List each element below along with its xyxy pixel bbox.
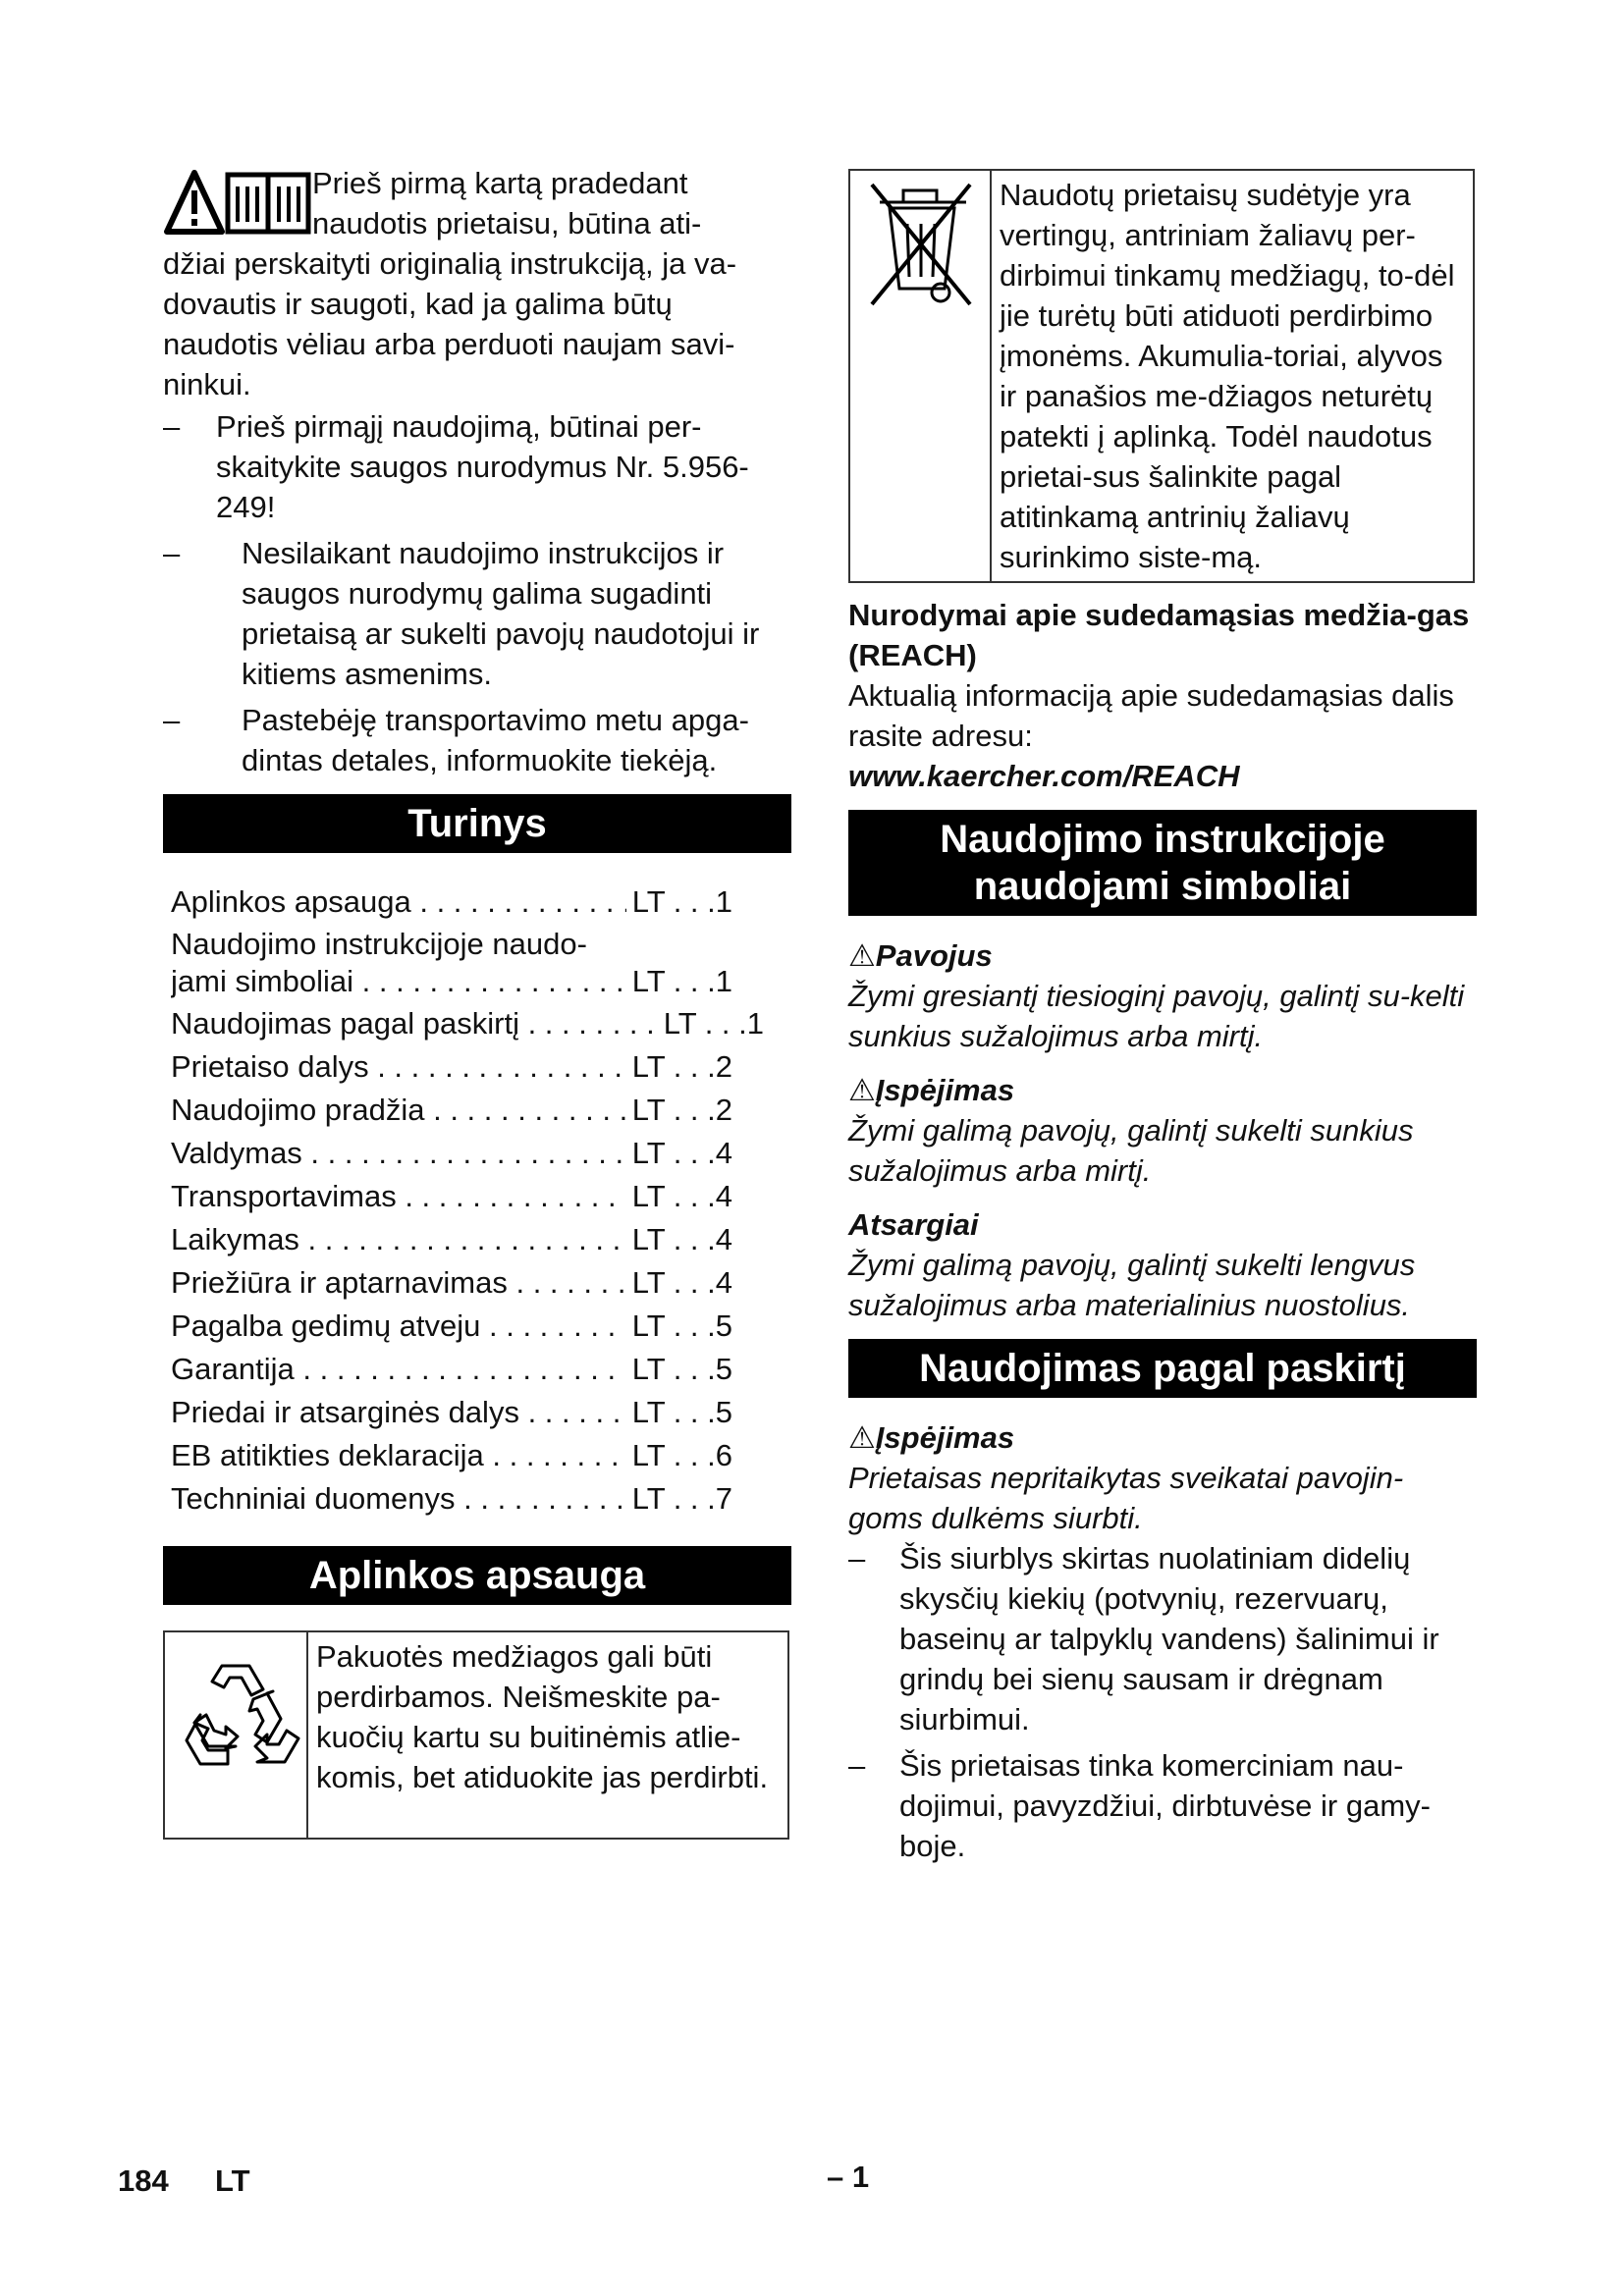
warning-text: Žymi galimą pavojų, galintį sukelti sunkius sužalojimus arba mirtį.: [848, 1113, 1414, 1188]
recycle-icon: [165, 1632, 306, 1833]
toc-item[interactable]: [171, 881, 791, 924]
toc-item[interactable]: [171, 1477, 791, 1521]
intended-use-bullet: [848, 1745, 1477, 1866]
bullet-text: Nesilaikant naudojimo instrukcijos ir saugos nurodymų galima sugadinti prietaisą ar sukelti pavojų naudotojui ir kitiems asmenims.: [242, 536, 760, 691]
warning-label-text: Įspėjimas: [875, 1073, 1015, 1107]
bullet-text: Pastebėję transportavimo metu apga-dintas detales, informuokite tiekėją.: [242, 703, 749, 777]
page-footer-center: – 1: [827, 2160, 870, 2194]
toc-item-page: LT . . .5: [631, 1308, 732, 1343]
bullet-text: Šis siurblys skirtas nuolatiniam didelių skysčių kiekių (potvynių, rezervuarų, baseinų ar talpyklų vandens) šalinimui ir grindų bei sienų sausam ir drėgnam siurbimui.: [899, 1541, 1439, 1736]
intro-lead-line2: naudotis prietaisu, būtina ati-: [312, 206, 702, 240]
toc-item-title: Transportavimas . . .: [171, 1175, 626, 1218]
toc-item-title: Naudojimo pradžia . . .: [171, 1089, 626, 1132]
toc-item-title: Valdymas . . .: [171, 1132, 626, 1175]
toc-item[interactable]: [171, 1002, 791, 1045]
toc-item[interactable]: [171, 1132, 791, 1175]
toc-item-page: LT . . .6: [631, 1438, 732, 1472]
danger-triangle-icon: ⚠: [848, 938, 876, 973]
toc-item-title: Priežiūra ir aptarnavimas . . .: [171, 1261, 626, 1305]
intro-text: džiai perskaityti originalią instrukciją, ja va-dovautis ir saugoti, kad ja galima būtų naudotis vėliau arba perduoti naujam savi-ninkui.: [163, 246, 737, 401]
packaging-text: Pakuotės medžiagos gali būti perdirbamos. Neišmeskite pa-kuočių kartu su buitinėmis atlie-komis, bet atiduokite jas perdirbti.: [316, 1639, 769, 1794]
bullet-dash: –: [163, 703, 181, 737]
warning-triangle-icon: ⚠: [848, 1073, 876, 1107]
bullet-dash: –: [848, 1541, 866, 1575]
toc-item[interactable]: [171, 1391, 791, 1434]
toc-item-page: LT . . .4: [631, 1179, 732, 1213]
intro-bullet: [163, 533, 791, 694]
caution-label: Atsargiai: [848, 1207, 979, 1242]
toc-item[interactable]: [171, 1218, 791, 1261]
toc-item[interactable]: [171, 1305, 791, 1348]
toc-item[interactable]: [171, 1089, 791, 1132]
bullet-dash: –: [163, 536, 181, 570]
intro-bullet: [163, 406, 791, 527]
toc-item-page: LT . . .4: [631, 1222, 732, 1256]
left-column: [163, 163, 791, 1840]
intended-use-warning-label: [848, 1417, 1477, 1458]
toc-item-title: Priedai ir atsarginės dalys . . .: [171, 1391, 626, 1434]
intended-use-banner: Naudojimas pagal paskirtį: [848, 1339, 1477, 1398]
bullet-text: Prieš pirmąjį naudojimą, būtinai per-skaitykite saugos nurodymus Nr. 5.956-249!: [216, 409, 749, 524]
page-footer-left: [118, 2163, 250, 2199]
intro-bullet: [163, 700, 791, 780]
toc-item-title: Techniniai duomenys . . .: [171, 1477, 626, 1521]
recycle-icon-cell: [165, 1632, 308, 1838]
toc-item-title: Laikymas . . .: [171, 1218, 626, 1261]
crossed-bin-icon: [850, 171, 990, 367]
toc-item-page: LT . . .1: [631, 884, 732, 919]
packaging-box: [163, 1630, 789, 1840]
bullet-text: Šis prietaisas tinka komerciniam nau-dojimui, pavyzdžiui, dirbtuvėse ir gamy-boje.: [899, 1748, 1431, 1863]
toc-item-title: Naudojimo instrukcijoje naudo-: [171, 927, 587, 961]
toc-item-page: LT . . .4: [631, 1136, 732, 1170]
toc-item-title: Prietaiso dalys . . .: [171, 1045, 626, 1089]
table-of-contents: [163, 881, 791, 1521]
right-column: [848, 169, 1477, 1866]
intro-icons: [163, 163, 312, 243]
intro-header: [163, 163, 791, 243]
danger-text: Žymi gresiantį tiesioginį pavojų, galintį su-kelti sunkius sužalojimus arba mirtį.: [848, 979, 1465, 1053]
warning-triangle-icon: ⚠: [848, 1420, 876, 1455]
danger-label: [848, 935, 1477, 976]
page-number: 184: [118, 2163, 169, 2198]
toc-item-title: Garantija . . .: [171, 1348, 626, 1391]
reach-heading: Nurodymai apie sudedamąsias medžia-gas (REACH): [848, 598, 1470, 672]
language-code: LT: [214, 2163, 250, 2198]
toc-item[interactable]: [171, 1261, 791, 1305]
intro-lead-line1: Prieš pirmą kartą pradedant: [312, 166, 688, 200]
toc-item[interactable]: [171, 926, 791, 1000]
toc-item-page: LT . . .5: [631, 1395, 732, 1429]
toc-item-page: LT . . .1: [663, 1006, 764, 1041]
disposal-text: Naudotų prietaisų sudėtyje yra vertingų, antriniam žaliavų per-dirbimui tinkamų medžiagų, to-dėl jie turėtų būti atiduoti perdirbimo įmonėms. Akumulia-toriai, alyvos ir panašios me-džiagos neturėtų patekti į aplinką. Todėl naudotus prietai-sus šalinkite pagal atitinkamą antrinių žaliavų surinkimo siste-mą.: [1000, 178, 1455, 574]
toc-item[interactable]: [171, 1434, 791, 1477]
manual-book-icon: [163, 163, 312, 243]
toc-item-title: Aplinkos apsauga . . .: [171, 881, 626, 924]
bullet-dash: –: [163, 409, 181, 444]
reach-text: Aktualią informaciją apie sudedamąsias dalis rasite adresu:: [848, 678, 1454, 753]
danger-label-text: Pavojus: [875, 938, 993, 973]
toc-item-page: LT . . .2: [631, 1093, 732, 1127]
symbols-banner: Naudojimo instrukcijoje naudojami simboliai: [848, 810, 1477, 916]
environment-banner: Aplinkos apsauga: [163, 1546, 791, 1605]
toc-item-title: Pagalba gedimų atveju . . .: [171, 1305, 626, 1348]
toc-item-page: LT . . .5: [631, 1352, 732, 1386]
bullet-dash: –: [848, 1748, 866, 1783]
toc-item[interactable]: [171, 1348, 791, 1391]
toc-item-title: EB atitikties deklaracija . . .: [171, 1434, 626, 1477]
toc-item-page: LT . . .2: [631, 1049, 732, 1084]
toc-item-line: [171, 963, 791, 1000]
toc-item-page: LT . . .4: [631, 1265, 732, 1300]
toc-item[interactable]: [171, 1045, 791, 1089]
intended-use-warning-text: Prietaisas nepritaikytas sveikatai pavojin-goms dulkėms siurbti.: [848, 1461, 1404, 1535]
toc-item[interactable]: [171, 1175, 791, 1218]
intended-use-bullet: [848, 1538, 1477, 1739]
reach-url-link[interactable]: www.kaercher.com/REACH: [848, 759, 1240, 793]
toc-item-page: LT . . .1: [631, 964, 732, 998]
intended-use-warning-label-text: Įspėjimas: [875, 1420, 1015, 1455]
intro-lead: [312, 163, 701, 243]
toc-item-page: LT . . .7: [631, 1481, 732, 1516]
caution-text: Žymi galimą pavojų, galintį sukelti lengvus sužalojimus arba materialinius nuostolius.: [848, 1248, 1416, 1322]
disposal-box: [848, 169, 1475, 583]
disposal-icon-cell: [850, 171, 992, 581]
toc-item-title-cont: jami simboliai . . .: [171, 963, 626, 1000]
toc-item-title: Naudojimas pagal paskirtį . . .: [171, 1002, 658, 1045]
warning-label: [848, 1070, 1477, 1110]
toc-banner: Turinys: [163, 794, 791, 853]
